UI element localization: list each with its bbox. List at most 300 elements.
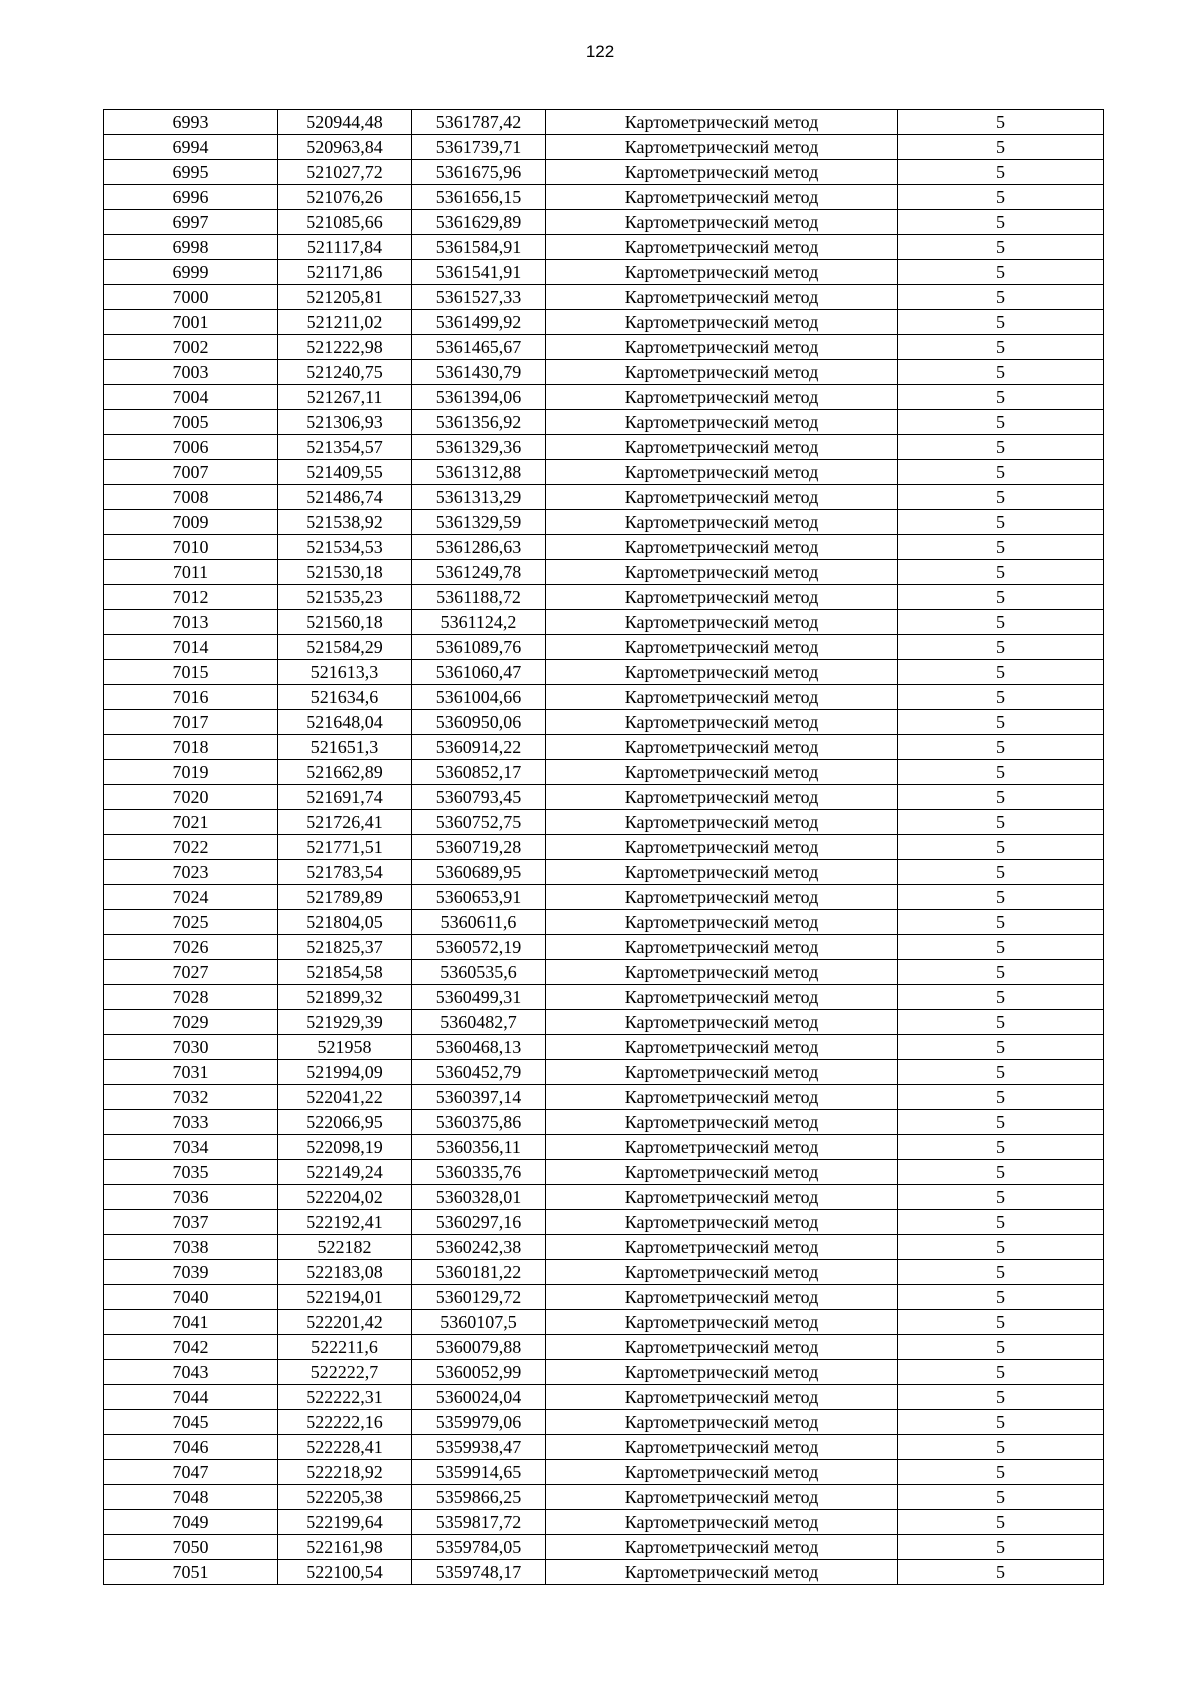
y-coordinate-cell: 5361004,66 — [412, 685, 546, 710]
accuracy-cell: 5 — [898, 110, 1104, 135]
table-row — [104, 710, 1104, 735]
accuracy-cell: 5 — [898, 1535, 1104, 1560]
accuracy-cell: 5 — [898, 460, 1104, 485]
method-cell: Картометрический метод — [546, 785, 898, 810]
x-coordinate-cell: 522183,08 — [278, 1260, 412, 1285]
y-coordinate-cell: 5360611,6 — [412, 910, 546, 935]
accuracy-cell: 5 — [898, 960, 1104, 985]
y-coordinate-cell: 5360914,22 — [412, 735, 546, 760]
accuracy-cell: 5 — [898, 510, 1104, 535]
x-coordinate-cell: 521486,74 — [278, 485, 412, 510]
table-row — [104, 885, 1104, 910]
accuracy-cell: 5 — [898, 735, 1104, 760]
accuracy-cell: 5 — [898, 560, 1104, 585]
accuracy-cell: 5 — [898, 1160, 1104, 1185]
x-coordinate-cell: 521535,23 — [278, 585, 412, 610]
method-cell: Картометрический метод — [546, 885, 898, 910]
accuracy-cell: 5 — [898, 385, 1104, 410]
method-cell: Картометрический метод — [546, 1510, 898, 1535]
y-coordinate-cell: 5360719,28 — [412, 835, 546, 860]
method-cell: Картометрический метод — [546, 1310, 898, 1335]
page-number: 122 — [585, 42, 615, 61]
y-coordinate-cell: 5361124,2 — [412, 610, 546, 635]
method-cell: Картометрический метод — [546, 1010, 898, 1035]
y-coordinate-cell: 5361430,79 — [412, 360, 546, 385]
y-coordinate-cell: 5360129,72 — [412, 1285, 546, 1310]
x-coordinate-cell: 522218,92 — [278, 1460, 412, 1485]
point-number-cell: 7035 — [104, 1160, 278, 1185]
table-row — [104, 1385, 1104, 1410]
x-coordinate-cell: 522201,42 — [278, 1310, 412, 1335]
table-row — [104, 835, 1104, 860]
x-coordinate-cell: 522098,19 — [278, 1135, 412, 1160]
table-row — [104, 1235, 1104, 1260]
method-cell: Картометрический метод — [546, 110, 898, 135]
y-coordinate-cell: 5361541,91 — [412, 260, 546, 285]
point-number-cell: 7011 — [104, 560, 278, 585]
x-coordinate-cell: 522222,31 — [278, 1385, 412, 1410]
method-cell: Картометрический метод — [546, 1335, 898, 1360]
table-row — [104, 1060, 1104, 1085]
table-row — [104, 1035, 1104, 1060]
point-number-cell: 7026 — [104, 935, 278, 960]
x-coordinate-cell: 521854,58 — [278, 960, 412, 985]
y-coordinate-cell: 5359784,05 — [412, 1535, 546, 1560]
y-coordinate-cell: 5360052,99 — [412, 1360, 546, 1385]
method-cell: Картометрический метод — [546, 460, 898, 485]
accuracy-cell: 5 — [898, 1035, 1104, 1060]
x-coordinate-cell: 520963,84 — [278, 135, 412, 160]
y-coordinate-cell: 5360079,88 — [412, 1335, 546, 1360]
method-cell: Картометрический метод — [546, 985, 898, 1010]
method-cell: Картометрический метод — [546, 610, 898, 635]
point-number-cell: 7030 — [104, 1035, 278, 1060]
accuracy-cell: 5 — [898, 785, 1104, 810]
x-coordinate-cell: 522194,01 — [278, 1285, 412, 1310]
method-cell: Картометрический метод — [546, 1135, 898, 1160]
accuracy-cell: 5 — [898, 585, 1104, 610]
method-cell: Картометрический метод — [546, 1260, 898, 1285]
point-number-cell: 6993 — [104, 110, 278, 135]
accuracy-cell: 5 — [898, 410, 1104, 435]
method-cell: Картометрический метод — [546, 510, 898, 535]
accuracy-cell: 5 — [898, 1385, 1104, 1410]
point-number-cell: 7000 — [104, 285, 278, 310]
table-row — [104, 1185, 1104, 1210]
point-number-cell: 7027 — [104, 960, 278, 985]
point-number-cell: 7031 — [104, 1060, 278, 1085]
table-row — [104, 235, 1104, 260]
y-coordinate-cell: 5360024,04 — [412, 1385, 546, 1410]
x-coordinate-cell: 521648,04 — [278, 710, 412, 735]
x-coordinate-cell: 521306,93 — [278, 410, 412, 435]
accuracy-cell: 5 — [898, 185, 1104, 210]
table-row — [104, 985, 1104, 1010]
table-row — [104, 1135, 1104, 1160]
point-number-cell: 7016 — [104, 685, 278, 710]
accuracy-cell: 5 — [898, 285, 1104, 310]
y-coordinate-cell: 5361286,63 — [412, 535, 546, 560]
method-cell: Картометрический метод — [546, 260, 898, 285]
point-number-cell: 7013 — [104, 610, 278, 635]
method-cell: Картометрический метод — [546, 835, 898, 860]
method-cell: Картометрический метод — [546, 635, 898, 660]
x-coordinate-cell: 520944,48 — [278, 110, 412, 135]
point-number-cell: 7033 — [104, 1110, 278, 1135]
point-number-cell: 7007 — [104, 460, 278, 485]
accuracy-cell: 5 — [898, 1085, 1104, 1110]
accuracy-cell: 5 — [898, 685, 1104, 710]
accuracy-cell: 5 — [898, 535, 1104, 560]
point-number-cell: 7014 — [104, 635, 278, 660]
x-coordinate-cell: 521538,92 — [278, 510, 412, 535]
point-number-cell: 7038 — [104, 1235, 278, 1260]
x-coordinate-cell: 521929,39 — [278, 1010, 412, 1035]
x-coordinate-cell: 522041,22 — [278, 1085, 412, 1110]
method-cell: Картометрический метод — [546, 360, 898, 385]
table-row — [104, 460, 1104, 485]
table-row — [104, 160, 1104, 185]
x-coordinate-cell: 522192,41 — [278, 1210, 412, 1235]
accuracy-cell: 5 — [898, 860, 1104, 885]
accuracy-cell: 5 — [898, 1110, 1104, 1135]
method-cell: Картометрический метод — [546, 860, 898, 885]
x-coordinate-cell: 522228,41 — [278, 1435, 412, 1460]
method-cell: Картометрический метод — [546, 535, 898, 560]
table-row — [104, 1210, 1104, 1235]
point-number-cell: 7002 — [104, 335, 278, 360]
accuracy-cell: 5 — [898, 1310, 1104, 1335]
y-coordinate-cell: 5360356,11 — [412, 1135, 546, 1160]
method-cell: Картометрический метод — [546, 1060, 898, 1085]
accuracy-cell: 5 — [898, 760, 1104, 785]
accuracy-cell: 5 — [898, 335, 1104, 360]
method-cell: Картометрический метод — [546, 1110, 898, 1135]
y-coordinate-cell: 5361356,92 — [412, 410, 546, 435]
x-coordinate-cell: 522199,64 — [278, 1510, 412, 1535]
method-cell: Картометрический метод — [546, 935, 898, 960]
x-coordinate-cell: 521662,89 — [278, 760, 412, 785]
method-cell: Картометрический метод — [546, 1460, 898, 1485]
table-row — [104, 560, 1104, 585]
table-row — [104, 860, 1104, 885]
point-number-cell: 6995 — [104, 160, 278, 185]
y-coordinate-cell: 5360328,01 — [412, 1185, 546, 1210]
y-coordinate-cell: 5360752,75 — [412, 810, 546, 835]
accuracy-cell: 5 — [898, 835, 1104, 860]
y-coordinate-cell: 5360335,76 — [412, 1160, 546, 1185]
y-coordinate-cell: 5361499,92 — [412, 310, 546, 335]
table-row — [104, 760, 1104, 785]
table-row — [104, 660, 1104, 685]
table-row — [104, 1460, 1104, 1485]
y-coordinate-cell: 5360689,95 — [412, 860, 546, 885]
x-coordinate-cell: 521789,89 — [278, 885, 412, 910]
y-coordinate-cell: 5360499,31 — [412, 985, 546, 1010]
accuracy-cell: 5 — [898, 235, 1104, 260]
point-number-cell: 7046 — [104, 1435, 278, 1460]
y-coordinate-cell: 5359817,72 — [412, 1510, 546, 1535]
y-coordinate-cell: 5361313,29 — [412, 485, 546, 510]
accuracy-cell: 5 — [898, 935, 1104, 960]
method-cell: Картометрический метод — [546, 410, 898, 435]
table-row — [104, 1410, 1104, 1435]
table-row — [104, 1160, 1104, 1185]
y-coordinate-cell: 5360468,13 — [412, 1035, 546, 1060]
accuracy-cell: 5 — [898, 1560, 1104, 1585]
point-number-cell: 7015 — [104, 660, 278, 685]
y-coordinate-cell: 5359748,17 — [412, 1560, 546, 1585]
x-coordinate-cell: 521240,75 — [278, 360, 412, 385]
accuracy-cell: 5 — [898, 810, 1104, 835]
x-coordinate-cell: 521613,3 — [278, 660, 412, 685]
table-row — [104, 685, 1104, 710]
method-cell: Картометрический метод — [546, 960, 898, 985]
y-coordinate-cell: 5360375,86 — [412, 1110, 546, 1135]
point-number-cell: 6998 — [104, 235, 278, 260]
method-cell: Картометрический метод — [546, 1085, 898, 1110]
table-row — [104, 260, 1104, 285]
y-coordinate-cell: 5361527,33 — [412, 285, 546, 310]
y-coordinate-cell: 5361329,59 — [412, 510, 546, 535]
accuracy-cell: 5 — [898, 1335, 1104, 1360]
table-row — [104, 785, 1104, 810]
table-row — [104, 735, 1104, 760]
point-number-cell: 6999 — [104, 260, 278, 285]
table-row — [104, 635, 1104, 660]
point-number-cell: 7043 — [104, 1360, 278, 1385]
accuracy-cell: 5 — [898, 1235, 1104, 1260]
accuracy-cell: 5 — [898, 910, 1104, 935]
point-number-cell: 7004 — [104, 385, 278, 410]
table-row — [104, 310, 1104, 335]
table-row — [104, 1360, 1104, 1385]
y-coordinate-cell: 5360107,5 — [412, 1310, 546, 1335]
x-coordinate-cell: 522205,38 — [278, 1485, 412, 1510]
table-row — [104, 1085, 1104, 1110]
x-coordinate-cell: 521899,32 — [278, 985, 412, 1010]
method-cell: Картометрический метод — [546, 760, 898, 785]
table-row — [104, 535, 1104, 560]
y-coordinate-cell: 5360452,79 — [412, 1060, 546, 1085]
y-coordinate-cell: 5360297,16 — [412, 1210, 546, 1235]
point-number-cell: 7010 — [104, 535, 278, 560]
coordinates-table-body — [104, 110, 1104, 1585]
method-cell: Картометрический метод — [546, 735, 898, 760]
method-cell: Картометрический метод — [546, 1535, 898, 1560]
method-cell: Картометрический метод — [546, 1360, 898, 1385]
y-coordinate-cell: 5360535,6 — [412, 960, 546, 985]
method-cell: Картометрический метод — [546, 185, 898, 210]
table-row — [104, 960, 1104, 985]
accuracy-cell: 5 — [898, 1010, 1104, 1035]
y-coordinate-cell: 5361465,67 — [412, 335, 546, 360]
point-number-cell: 7039 — [104, 1260, 278, 1285]
point-number-cell: 7024 — [104, 885, 278, 910]
point-number-cell: 7051 — [104, 1560, 278, 1585]
method-cell: Картометрический метод — [546, 810, 898, 835]
method-cell: Картометрический метод — [546, 485, 898, 510]
x-coordinate-cell: 521117,84 — [278, 235, 412, 260]
x-coordinate-cell: 522161,98 — [278, 1535, 412, 1560]
table-row — [104, 1260, 1104, 1285]
coordinates-table — [103, 109, 1104, 1585]
point-number-cell: 7040 — [104, 1285, 278, 1310]
table-row — [104, 510, 1104, 535]
accuracy-cell: 5 — [898, 1360, 1104, 1385]
method-cell: Картометрический метод — [546, 585, 898, 610]
y-coordinate-cell: 5361060,47 — [412, 660, 546, 685]
x-coordinate-cell: 521171,86 — [278, 260, 412, 285]
table-row — [104, 1560, 1104, 1585]
table-row — [104, 1335, 1104, 1360]
y-coordinate-cell: 5361312,88 — [412, 460, 546, 485]
y-coordinate-cell: 5360482,7 — [412, 1010, 546, 1035]
y-coordinate-cell: 5361629,89 — [412, 210, 546, 235]
x-coordinate-cell: 521783,54 — [278, 860, 412, 885]
point-number-cell: 7048 — [104, 1485, 278, 1510]
y-coordinate-cell: 5361329,36 — [412, 435, 546, 460]
point-number-cell: 7009 — [104, 510, 278, 535]
point-number-cell: 7005 — [104, 410, 278, 435]
y-coordinate-cell: 5360950,06 — [412, 710, 546, 735]
accuracy-cell: 5 — [898, 1260, 1104, 1285]
method-cell: Картометрический метод — [546, 1210, 898, 1235]
method-cell: Картометрический метод — [546, 560, 898, 585]
accuracy-cell: 5 — [898, 1285, 1104, 1310]
method-cell: Картометрический метод — [546, 1160, 898, 1185]
table-row — [104, 435, 1104, 460]
method-cell: Картометрический метод — [546, 435, 898, 460]
x-coordinate-cell: 522182 — [278, 1235, 412, 1260]
table-row — [104, 1010, 1104, 1035]
method-cell: Картометрический метод — [546, 1285, 898, 1310]
method-cell: Картометрический метод — [546, 135, 898, 160]
x-coordinate-cell: 522204,02 — [278, 1185, 412, 1210]
x-coordinate-cell: 521222,98 — [278, 335, 412, 360]
accuracy-cell: 5 — [898, 660, 1104, 685]
point-number-cell: 7036 — [104, 1185, 278, 1210]
accuracy-cell: 5 — [898, 310, 1104, 335]
accuracy-cell: 5 — [898, 485, 1104, 510]
x-coordinate-cell: 522222,16 — [278, 1410, 412, 1435]
y-coordinate-cell: 5361089,76 — [412, 635, 546, 660]
table-row — [104, 935, 1104, 960]
y-coordinate-cell: 5361656,15 — [412, 185, 546, 210]
x-coordinate-cell: 521634,6 — [278, 685, 412, 710]
x-coordinate-cell: 522149,24 — [278, 1160, 412, 1185]
accuracy-cell: 5 — [898, 1435, 1104, 1460]
table-row — [104, 910, 1104, 935]
table-row — [104, 110, 1104, 135]
y-coordinate-cell: 5361584,91 — [412, 235, 546, 260]
table-row — [104, 1285, 1104, 1310]
accuracy-cell: 5 — [898, 635, 1104, 660]
x-coordinate-cell: 521726,41 — [278, 810, 412, 835]
method-cell: Картометрический метод — [546, 1235, 898, 1260]
y-coordinate-cell: 5361675,96 — [412, 160, 546, 185]
method-cell: Картометрический метод — [546, 160, 898, 185]
accuracy-cell: 5 — [898, 610, 1104, 635]
point-number-cell: 6994 — [104, 135, 278, 160]
method-cell: Картометрический метод — [546, 685, 898, 710]
y-coordinate-cell: 5361394,06 — [412, 385, 546, 410]
y-coordinate-cell: 5360572,19 — [412, 935, 546, 960]
x-coordinate-cell: 522100,54 — [278, 1560, 412, 1585]
accuracy-cell: 5 — [898, 435, 1104, 460]
method-cell: Картометрический метод — [546, 285, 898, 310]
method-cell: Картометрический метод — [546, 1185, 898, 1210]
x-coordinate-cell: 521530,18 — [278, 560, 412, 585]
accuracy-cell: 5 — [898, 1485, 1104, 1510]
table-row — [104, 1110, 1104, 1135]
accuracy-cell: 5 — [898, 1510, 1104, 1535]
y-coordinate-cell: 5360181,22 — [412, 1260, 546, 1285]
x-coordinate-cell: 521027,72 — [278, 160, 412, 185]
method-cell: Картометрический метод — [546, 1485, 898, 1510]
y-coordinate-cell: 5359914,65 — [412, 1460, 546, 1485]
table-row — [104, 1485, 1104, 1510]
point-number-cell: 7020 — [104, 785, 278, 810]
table-row — [104, 610, 1104, 635]
x-coordinate-cell: 521076,26 — [278, 185, 412, 210]
method-cell: Картометрический метод — [546, 310, 898, 335]
x-coordinate-cell: 521205,81 — [278, 285, 412, 310]
accuracy-cell: 5 — [898, 985, 1104, 1010]
point-number-cell: 7044 — [104, 1385, 278, 1410]
point-number-cell: 7018 — [104, 735, 278, 760]
x-coordinate-cell: 522222,7 — [278, 1360, 412, 1385]
method-cell: Картометрический метод — [546, 1035, 898, 1060]
y-coordinate-cell: 5360793,45 — [412, 785, 546, 810]
y-coordinate-cell: 5360852,17 — [412, 760, 546, 785]
table-row — [104, 1435, 1104, 1460]
x-coordinate-cell: 521211,02 — [278, 310, 412, 335]
x-coordinate-cell: 521267,11 — [278, 385, 412, 410]
x-coordinate-cell: 521560,18 — [278, 610, 412, 635]
accuracy-cell: 5 — [898, 1460, 1104, 1485]
y-coordinate-cell: 5360653,91 — [412, 885, 546, 910]
accuracy-cell: 5 — [898, 260, 1104, 285]
point-number-cell: 7012 — [104, 585, 278, 610]
point-number-cell: 7001 — [104, 310, 278, 335]
y-coordinate-cell: 5359866,25 — [412, 1485, 546, 1510]
x-coordinate-cell: 522066,95 — [278, 1110, 412, 1135]
point-number-cell: 7019 — [104, 760, 278, 785]
accuracy-cell: 5 — [898, 1410, 1104, 1435]
table-row — [104, 210, 1104, 235]
point-number-cell: 7003 — [104, 360, 278, 385]
x-coordinate-cell: 521354,57 — [278, 435, 412, 460]
point-number-cell: 7045 — [104, 1410, 278, 1435]
table-row — [104, 335, 1104, 360]
y-coordinate-cell: 5359938,47 — [412, 1435, 546, 1460]
point-number-cell: 7023 — [104, 860, 278, 885]
x-coordinate-cell: 521691,74 — [278, 785, 412, 810]
table-row — [104, 485, 1104, 510]
x-coordinate-cell: 521409,55 — [278, 460, 412, 485]
x-coordinate-cell: 521085,66 — [278, 210, 412, 235]
method-cell: Картометрический метод — [546, 335, 898, 360]
point-number-cell: 7028 — [104, 985, 278, 1010]
accuracy-cell: 5 — [898, 1060, 1104, 1085]
x-coordinate-cell: 521804,05 — [278, 910, 412, 935]
table-row — [104, 410, 1104, 435]
y-coordinate-cell: 5360397,14 — [412, 1085, 546, 1110]
accuracy-cell: 5 — [898, 710, 1104, 735]
y-coordinate-cell: 5361188,72 — [412, 585, 546, 610]
accuracy-cell: 5 — [898, 135, 1104, 160]
